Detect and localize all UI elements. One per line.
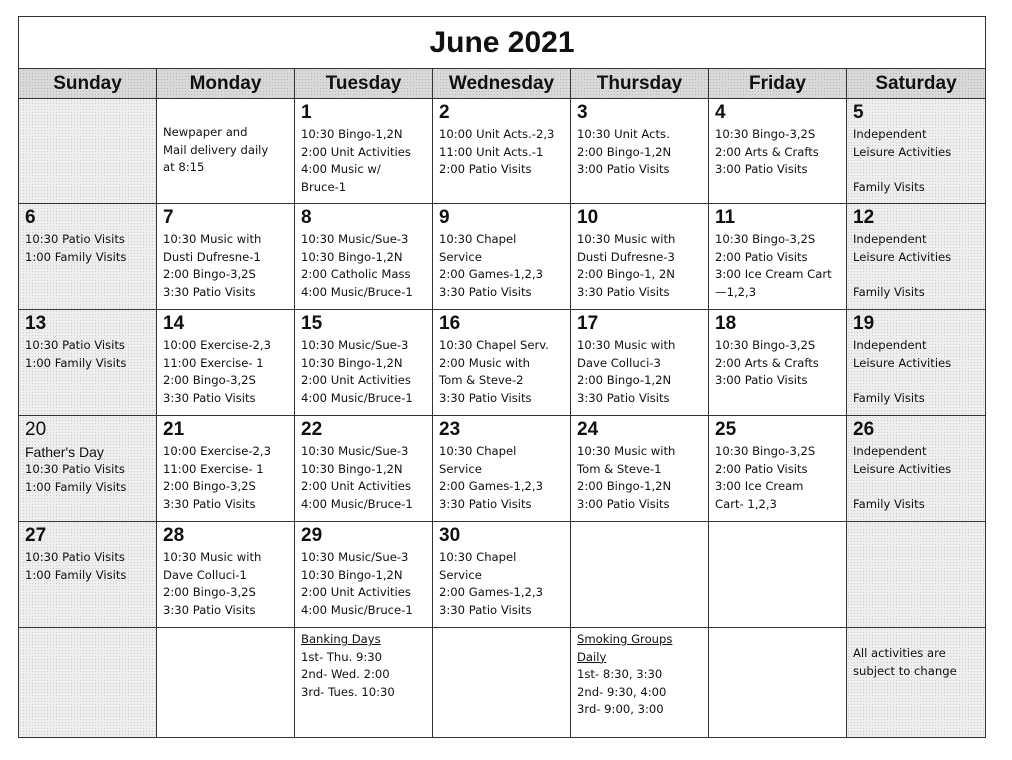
activity-line: Mail delivery daily bbox=[163, 142, 269, 157]
activity-line: 4:00 Music w/ bbox=[301, 162, 381, 176]
day-number: 30 bbox=[439, 525, 461, 546]
activity-line: at 8:15 bbox=[163, 160, 205, 174]
empty-cell-monday-week1 bbox=[157, 99, 295, 204]
day-number: 14 bbox=[163, 313, 185, 334]
activity-line: 3:00 Ice Cream bbox=[715, 479, 804, 493]
activity-line: 3:30 Patio Visits bbox=[163, 390, 256, 405]
day-number: 28 bbox=[163, 525, 185, 546]
activity-line: Service bbox=[439, 249, 482, 264]
weekday-header-friday: Friday bbox=[709, 69, 847, 98]
section-heading-cont: Daily bbox=[577, 649, 607, 664]
activity-line: Independent bbox=[853, 338, 927, 352]
activity-line: Family Visits bbox=[853, 179, 925, 194]
activity-line: 1:00 Family Visits bbox=[25, 567, 127, 582]
day-cell-1 bbox=[295, 99, 433, 204]
activity-line: 10:30 Bingo-3,2S bbox=[715, 338, 816, 352]
blank-line bbox=[853, 372, 979, 390]
day-number: 9 bbox=[439, 207, 450, 228]
day-cell-11 bbox=[709, 204, 847, 310]
activity-line: 4:00 Music/Bruce-1 bbox=[301, 496, 413, 511]
day-number: 4 bbox=[715, 102, 726, 123]
day-cell-15 bbox=[295, 310, 433, 416]
activity-line: 10:30 Patio Visits bbox=[25, 232, 125, 246]
day-cell-5 bbox=[847, 99, 985, 204]
activity-line: 10:30 Patio Visits bbox=[25, 550, 125, 564]
activity-line: 2:00 Patio Visits bbox=[439, 162, 532, 176]
activity-line: 10:30 Bingo-1,2N bbox=[301, 567, 403, 582]
day-number: 21 bbox=[163, 419, 185, 440]
activity-line: 4:00 Music/Bruce-1 bbox=[301, 284, 413, 299]
activity-line: 2:00 Patio Visits bbox=[715, 461, 808, 476]
weekday-header-tuesday: Tuesday bbox=[295, 69, 433, 98]
activity-line: Tom & Steve-2 bbox=[439, 373, 524, 387]
day-cell-27 bbox=[19, 522, 157, 628]
day-cell-18 bbox=[709, 310, 847, 416]
day-cell-6 bbox=[19, 204, 157, 310]
activity-line: 3:30 Patio Visits bbox=[163, 602, 256, 617]
activity-line: 10:30 Bingo-1,2N bbox=[301, 461, 403, 476]
day-cell-30 bbox=[433, 522, 571, 628]
activity-line: 10:30 Music with bbox=[577, 232, 676, 246]
empty-cell-saturday-week6 bbox=[847, 628, 985, 737]
activity-line: 2:00 Arts & Crafts bbox=[715, 355, 819, 370]
activity-line: 2:00 Unit Activities bbox=[301, 479, 411, 493]
activity-line: Newpaper and bbox=[163, 125, 248, 139]
calendar-grid bbox=[19, 99, 985, 737]
activity-line: Leisure Activities bbox=[853, 355, 952, 370]
activity-line: 3:30 Patio Visits bbox=[163, 496, 256, 511]
activity-line: 10:30 Bingo-3,2S bbox=[715, 232, 816, 246]
activity-line: 2:00 Music with bbox=[439, 355, 530, 370]
day-cell-29 bbox=[295, 522, 433, 628]
activity-line: Family Visits bbox=[853, 496, 925, 511]
activity-line: 1:00 Family Visits bbox=[25, 355, 127, 370]
weekday-header-monday: Monday bbox=[157, 69, 295, 98]
day-number: 19 bbox=[853, 313, 875, 334]
blank-line bbox=[853, 266, 979, 284]
day-number: 16 bbox=[439, 313, 461, 334]
empty-cell-sunday-week6 bbox=[19, 628, 157, 737]
day-number: 3 bbox=[577, 102, 588, 123]
day-number: 10 bbox=[577, 207, 599, 228]
empty-cell-friday-week5 bbox=[709, 522, 847, 628]
day-cell-4 bbox=[709, 99, 847, 204]
activity-line: 2:00 Games-1,2,3 bbox=[439, 267, 543, 281]
activity-line: 10:30 Chapel Serv. bbox=[439, 338, 549, 352]
day-cell-23 bbox=[433, 416, 571, 522]
empty-cell-thursday-week5 bbox=[571, 522, 709, 628]
activity-line: Dave Colluci-1 bbox=[163, 567, 247, 582]
activity-line: 3:30 Patio Visits bbox=[439, 496, 532, 511]
blank-line bbox=[853, 478, 979, 496]
activity-line: Leisure Activities bbox=[853, 144, 952, 159]
weekday-header-sunday: Sunday bbox=[19, 69, 157, 98]
activity-line: 1:00 Family Visits bbox=[25, 479, 127, 494]
weekday-header-row bbox=[19, 69, 985, 99]
activity-line: Leisure Activities bbox=[853, 461, 952, 476]
day-number: 25 bbox=[715, 419, 737, 440]
activity-line: 10:30 Patio Visits bbox=[25, 338, 125, 352]
activity-line: Tom & Steve-1 bbox=[577, 461, 662, 476]
activity-line: 3:00 Patio Visits bbox=[715, 162, 808, 176]
day-number: 24 bbox=[577, 419, 599, 440]
day-cell-25 bbox=[709, 416, 847, 522]
day-cell-16 bbox=[433, 310, 571, 416]
day-cell-28 bbox=[157, 522, 295, 628]
calendar bbox=[18, 16, 986, 738]
day-number: 2 bbox=[439, 102, 450, 123]
day-cell-7 bbox=[157, 204, 295, 310]
weekday-header-wednesday: Wednesday bbox=[433, 69, 571, 98]
activity-line: 2:00 Arts & Crafts bbox=[715, 144, 819, 159]
activity-line: 11:00 Exercise- 1 bbox=[163, 461, 264, 476]
activity-line: 3:30 Patio Visits bbox=[577, 390, 670, 405]
day-number: 23 bbox=[439, 419, 461, 440]
day-cell-8 bbox=[295, 204, 433, 310]
empty-cell-sunday-week1 bbox=[19, 99, 157, 204]
day-cell-9 bbox=[433, 204, 571, 310]
activity-line: 2nd- Wed. 2:00 bbox=[301, 667, 390, 681]
activity-line: 10:30 Music/Sue-3 bbox=[301, 338, 409, 352]
activity-line: 1st- 8:30, 3:30 bbox=[577, 667, 663, 681]
activity-line: 3:00 Ice Cream Cart bbox=[715, 267, 832, 281]
activity-line: 10:00 Exercise-2,3 bbox=[163, 338, 271, 352]
activity-line: 3:00 Patio Visits bbox=[577, 162, 670, 176]
day-cell-20 bbox=[19, 416, 157, 522]
activity-line: 2:00 Bingo-1,2N bbox=[577, 144, 672, 159]
activity-line: 3:30 Patio Visits bbox=[577, 284, 670, 299]
activity-line: 10:30 Music with bbox=[163, 232, 262, 246]
activity-line: Leisure Activities bbox=[853, 249, 952, 264]
day-number: 5 bbox=[853, 102, 864, 123]
activity-line: 1:00 Family Visits bbox=[25, 249, 127, 264]
activity-line: 10:30 Bingo-1,2N bbox=[301, 127, 403, 141]
activity-line: 10:30 Music with bbox=[577, 338, 676, 352]
empty-cell-monday-week6 bbox=[157, 628, 295, 737]
day-number: 12 bbox=[853, 207, 875, 228]
activity-line: 2:00 Games-1,2,3 bbox=[439, 585, 543, 599]
activity-line: Service bbox=[439, 461, 482, 476]
calendar-title: June 2021 bbox=[19, 17, 985, 69]
day-number: 15 bbox=[301, 313, 323, 334]
day-number: 1 bbox=[301, 102, 312, 123]
holiday-label: Father's Day bbox=[25, 444, 104, 460]
activity-line: 3:30 Patio Visits bbox=[439, 390, 532, 405]
section-heading: Smoking Groups bbox=[577, 632, 673, 646]
day-cell-17 bbox=[571, 310, 709, 416]
activity-line: 2:00 Bingo-1, 2N bbox=[577, 267, 675, 281]
activity-line: 10:30 Bingo-1,2N bbox=[301, 249, 403, 264]
empty-cell-saturday-week5 bbox=[847, 522, 985, 628]
activity-line: 2:00 Bingo-3,2S bbox=[163, 585, 256, 599]
day-cell-10 bbox=[571, 204, 709, 310]
activity-line: 10:30 Music/Sue-3 bbox=[301, 550, 409, 564]
activity-line: Bruce-1 bbox=[301, 179, 347, 194]
day-number: 18 bbox=[715, 313, 737, 334]
activity-line: Independent bbox=[853, 232, 927, 246]
activity-line: 2:00 Unit Activities bbox=[301, 373, 411, 387]
activity-line: Service bbox=[439, 567, 482, 582]
activity-line: All activities are bbox=[853, 646, 946, 660]
day-cell-3 bbox=[571, 99, 709, 204]
activity-line: 2:00 Unit Activities bbox=[301, 585, 411, 599]
activity-line: 3:30 Patio Visits bbox=[163, 284, 256, 299]
activity-line: 10:30 Chapel bbox=[439, 232, 517, 246]
weekday-header-saturday: Saturday bbox=[847, 69, 985, 98]
empty-cell-friday-week6 bbox=[709, 628, 847, 737]
day-number: 20 bbox=[25, 419, 47, 440]
day-number: 6 bbox=[25, 207, 36, 228]
activity-line: Family Visits bbox=[853, 284, 925, 299]
activity-line: 10:30 Chapel bbox=[439, 550, 517, 564]
activity-line: 2:00 Bingo-3,2S bbox=[163, 373, 256, 387]
day-number: 13 bbox=[25, 313, 47, 334]
activity-line: Cart- 1,2,3 bbox=[715, 496, 777, 511]
activity-line: Dave Colluci-3 bbox=[577, 355, 661, 370]
day-cell-14 bbox=[157, 310, 295, 416]
activity-line: 10:30 Bingo-3,2S bbox=[715, 444, 816, 458]
activity-line: 2nd- 9:30, 4:00 bbox=[577, 684, 667, 699]
activity-line: 3:30 Patio Visits bbox=[439, 284, 532, 299]
activity-line: 10:30 Patio Visits bbox=[25, 462, 125, 476]
spacer bbox=[163, 102, 288, 124]
activity-line: 3:00 Patio Visits bbox=[577, 496, 670, 511]
activity-line: 10:30 Bingo-3,2S bbox=[715, 127, 816, 141]
activity-line: 2:00 Games-1,2,3 bbox=[439, 479, 543, 493]
day-number: 7 bbox=[163, 207, 174, 228]
activity-line: 2:00 Bingo-1,2N bbox=[577, 479, 672, 493]
day-cell-22 bbox=[295, 416, 433, 522]
day-number: 22 bbox=[301, 419, 323, 440]
day-number: 29 bbox=[301, 525, 323, 546]
day-cell-24 bbox=[571, 416, 709, 522]
empty-cell-wednesday-week6 bbox=[433, 628, 571, 737]
day-cell-21 bbox=[157, 416, 295, 522]
activity-line: Family Visits bbox=[853, 390, 925, 405]
day-number: 27 bbox=[25, 525, 47, 546]
day-number: 8 bbox=[301, 207, 312, 228]
activity-line: 10:30 Music with bbox=[577, 444, 676, 458]
activity-line: 3:30 Patio Visits bbox=[439, 602, 532, 617]
activity-line: —1,2,3 bbox=[715, 284, 757, 299]
weekday-header-thursday: Thursday bbox=[571, 69, 709, 98]
day-cell-26 bbox=[847, 416, 985, 522]
activity-line: Dusti Dufresne-3 bbox=[577, 249, 675, 264]
activity-line: 3rd- Tues. 10:30 bbox=[301, 684, 395, 699]
activity-line: 10:00 Unit Acts.-2,3 bbox=[439, 127, 555, 141]
activity-line: 2:00 Bingo-3,2S bbox=[163, 479, 256, 493]
activity-line: Independent bbox=[853, 127, 927, 141]
activity-line: 10:30 Music/Sue-3 bbox=[301, 232, 409, 246]
activity-line: 3:00 Patio Visits bbox=[715, 373, 808, 387]
activity-line: 10:00 Exercise-2,3 bbox=[163, 444, 271, 458]
day-cell-19 bbox=[847, 310, 985, 416]
activity-line: 4:00 Music/Bruce-1 bbox=[301, 602, 413, 617]
activity-line: 11:00 Exercise- 1 bbox=[163, 355, 264, 370]
activity-line: subject to change bbox=[853, 663, 957, 678]
day-number: 26 bbox=[853, 419, 875, 440]
day-number: 11 bbox=[715, 207, 736, 228]
activity-line: 2:00 Catholic Mass bbox=[301, 267, 411, 281]
empty-cell-tuesday-week6 bbox=[295, 628, 433, 737]
day-cell-13 bbox=[19, 310, 157, 416]
day-number: 17 bbox=[577, 313, 599, 334]
activity-line: 2:00 Bingo-3,2S bbox=[163, 267, 256, 281]
activity-line: 11:00 Unit Acts.-1 bbox=[439, 144, 544, 159]
activity-line: Dusti Dufresne-1 bbox=[163, 249, 261, 264]
spacer bbox=[853, 631, 979, 645]
activity-line: 10:30 Unit Acts. bbox=[577, 127, 670, 141]
activity-line: 2:00 Bingo-1,2N bbox=[577, 373, 672, 387]
activity-line: 10:30 Music/Sue-3 bbox=[301, 444, 409, 458]
blank-line bbox=[853, 161, 979, 179]
activity-line: 10:30 Chapel bbox=[439, 444, 517, 458]
activity-line: 4:00 Music/Bruce-1 bbox=[301, 390, 413, 405]
day-cell-12 bbox=[847, 204, 985, 310]
activity-line: 1st- Thu. 9:30 bbox=[301, 649, 383, 664]
activity-line: 2:00 Patio Visits bbox=[715, 249, 808, 264]
activity-line: 2:00 Unit Activities bbox=[301, 144, 411, 159]
activity-line: 10:30 Bingo-1,2N bbox=[301, 355, 403, 370]
activity-line: 3rd- 9:00, 3:00 bbox=[577, 702, 664, 716]
empty-cell-thursday-week6 bbox=[571, 628, 709, 737]
day-cell-2 bbox=[433, 99, 571, 204]
section-heading: Banking Days bbox=[301, 632, 381, 646]
activity-line: Independent bbox=[853, 444, 927, 458]
activity-line: 10:30 Music with bbox=[163, 550, 262, 564]
